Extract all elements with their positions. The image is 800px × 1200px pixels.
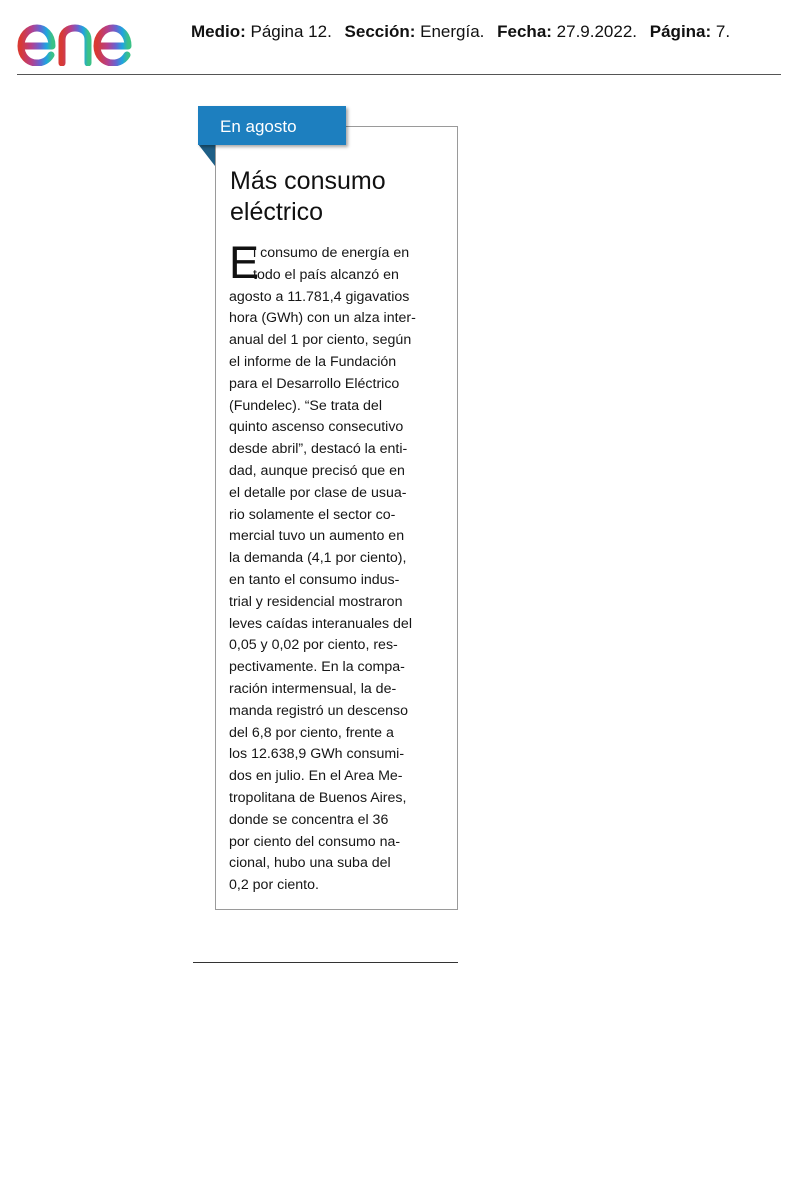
tag-fold (198, 144, 215, 166)
body-line: manda registró un descenso (229, 702, 409, 719)
body-line: los 12.638,9 GWh consumi- (229, 746, 405, 763)
body-line: desde abril”, destacó la enti- (229, 441, 408, 458)
body-line: ración intermensual, la de- (229, 680, 397, 697)
body-line: (Fundelec). “Se trata del (229, 397, 382, 414)
article-headline (230, 166, 450, 228)
section-tag-label: En agosto (220, 117, 297, 136)
seccion-value: Energía. (420, 22, 485, 41)
body-line: dos en julio. En el Area Me- (229, 768, 403, 785)
bottom-divider (193, 962, 458, 963)
enel-logo (16, 8, 168, 66)
pagina-value: 7. (715, 22, 731, 41)
body-line: anual del 1 por ciento, según (229, 332, 412, 349)
body-line: leves caídas interanuales del (229, 615, 412, 632)
medio-value: Página 12. (250, 22, 332, 41)
pagina-label: Página: (649, 22, 712, 41)
body-line: tropolitana de Buenos Aires, (229, 789, 407, 806)
fecha-label: Fecha: (497, 22, 552, 41)
body-line: rio solamente el sector co- (229, 506, 396, 523)
body-line: donde se concentra el 36 (229, 811, 389, 828)
header-divider (17, 74, 781, 75)
body-line: 0,05 y 0,02 por ciento, res- (229, 637, 398, 654)
body-line: mercial tuvo un aumento en (229, 528, 405, 545)
body-line: el informe de la Fundación (229, 353, 397, 370)
body-line: en tanto el consumo indus- (229, 571, 400, 588)
fecha-value: 27.9.2022. (556, 22, 638, 41)
body-line: el detalle por clase de usua- (229, 484, 407, 501)
body-line: agosto a 11.781,4 gigavatios (229, 288, 410, 305)
body-line: pectivamente. En la compa- (229, 659, 405, 676)
body-line: para el Desarrollo Eléctrico (229, 375, 400, 392)
body-line: quinto ascenso consecutivo (229, 419, 404, 436)
section-tag (198, 106, 346, 145)
body-line: todo el país alcanzó en (253, 266, 399, 283)
headline-line: eléctrico (230, 198, 324, 226)
body-line: 0,2 por ciento. (229, 877, 319, 894)
body-line: la demanda (4,1 por ciento), (229, 550, 407, 567)
header-meta (191, 22, 730, 42)
article-body (229, 237, 451, 897)
body-line: l consumo de energía en (253, 245, 410, 261)
body-line: trial y residencial mostraron (229, 593, 403, 610)
body-line: dad, aunque precisó que en (229, 462, 405, 479)
body-line: por ciento del consumo na- (229, 833, 401, 850)
body-line: hora (GWh) con un alza inter- (229, 310, 416, 327)
drop-cap: E (229, 237, 260, 288)
medio-label: Medio: (191, 22, 246, 41)
headline-line: Más consumo (230, 167, 386, 195)
body-line: del 6,8 por ciento, frente a (229, 724, 394, 741)
seccion-label: Sección: (344, 22, 416, 41)
news-clipping (198, 104, 460, 912)
page-header (0, 0, 800, 80)
body-line: cional, hubo una suba del (229, 855, 391, 872)
